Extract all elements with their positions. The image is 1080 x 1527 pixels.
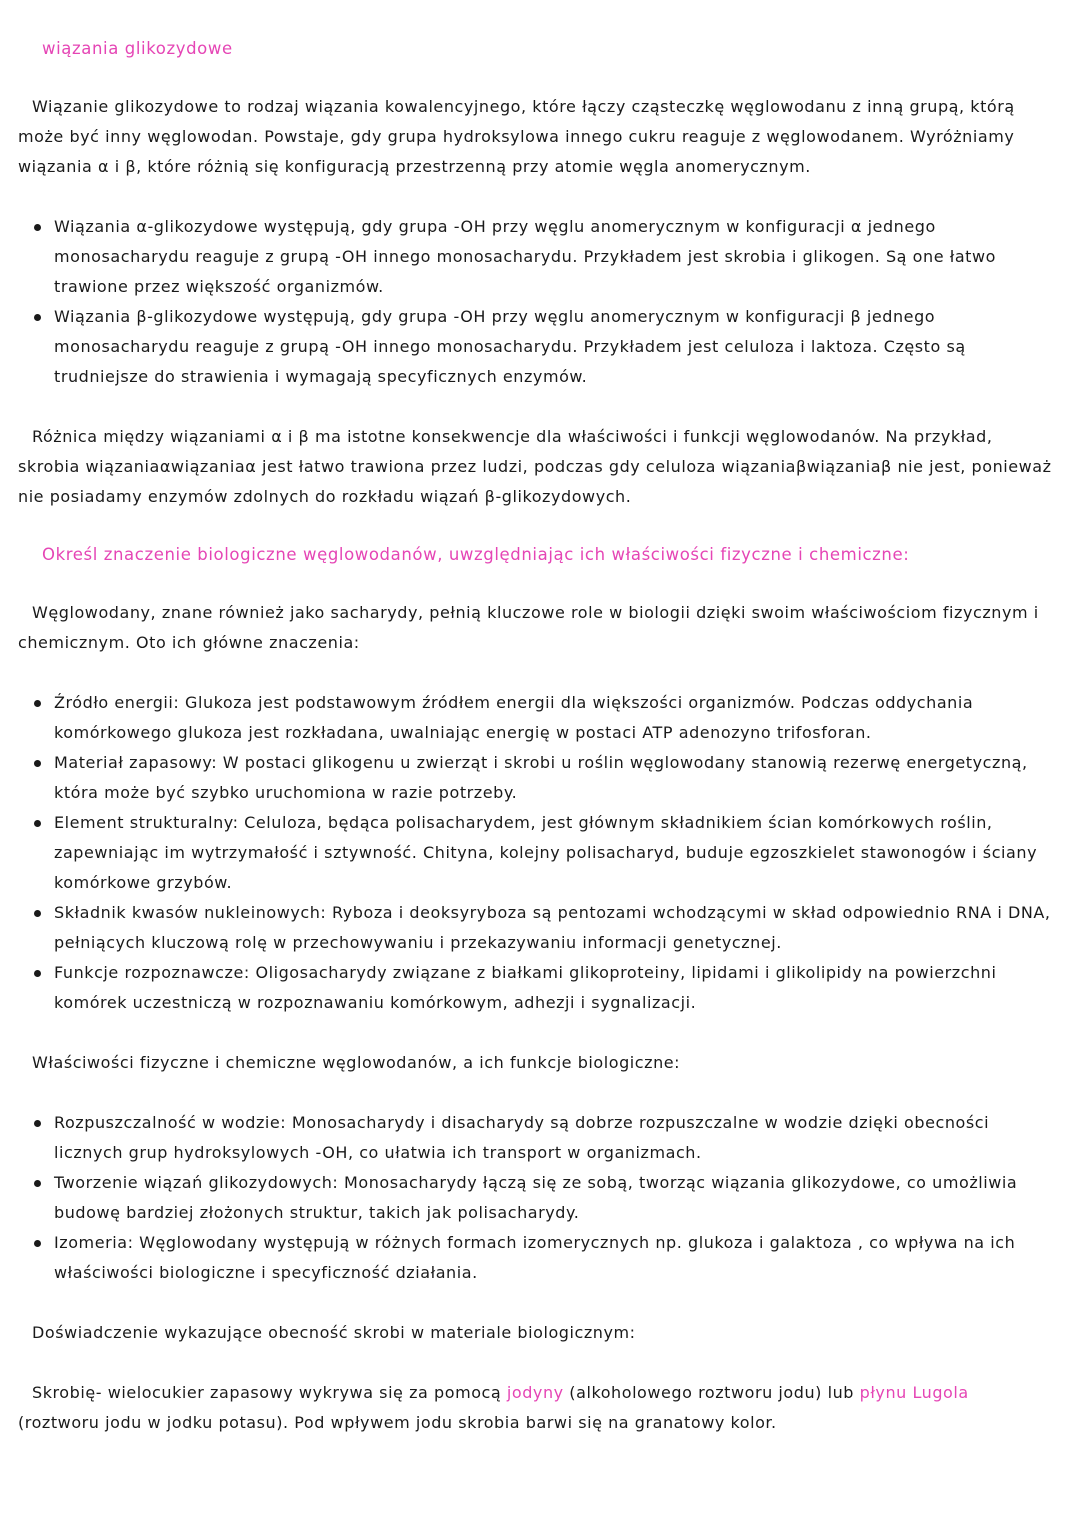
list-item: Element strukturalny: Celuloza, będąca polisacharydem, jest głównym składnikiem ścian komórkowych roślin, zapewniając im wytrzymałość i sztywność. Chityna, kolejny polisacharyd, buduje egzoszkielet stawonogów i ściany komórkowe grzybów. bbox=[54, 808, 1054, 898]
list-item: Składnik kwasów nukleinowych: Ryboza i deoksyryboza są pentozami wchodzącymi w skład odpowiednio RNA i DNA, pełniących kluczową rolę w przechowywaniu i przekazywaniu informacji genetycznej. bbox=[54, 898, 1054, 958]
list-item: Wiązania β-glikozydowe występują, gdy grupa -OH przy węglu anomerycznym w konfiguracji β jednego monosacharydu reaguje z grupą -OH innego monosacharydu. Przykładem jest celuloza i laktoza. Często są trudniejsze do strawienia i wymagają specyficznych enzymów. bbox=[54, 302, 1054, 392]
bullet-icon bbox=[34, 700, 41, 707]
bullet-icon bbox=[34, 910, 41, 917]
experiment-title: Doświadczenie wykazujące obecność skrobi w materiale biologicznym: bbox=[32, 1323, 636, 1342]
bullet-icon bbox=[34, 1180, 41, 1187]
list-item: Źródło energii: Glukoza jest podstawowym źródłem energii dla większości organizmów. Podczas oddychania komórkowego glukoza jest rozkładana, uwalniając energię w postaci ATP adenozyno trifosforan. bbox=[54, 688, 1054, 748]
properties-title: Właściwości fizyczne i chemiczne węglowodanów, a ich funkcje biologiczne: bbox=[32, 1053, 681, 1072]
list-item: Izomeria: Węglowodany występują w różnych formach izomerycznych np. glukoza i galaktoza , co wpływa na ich właściwości biologiczne i specyficzność działania. bbox=[54, 1228, 1054, 1288]
carbohydrates-intro-paragraph: Węglowodany, znane również jako sacharydy, pełnią kluczowe role w biologii dzięki swoim właściwościom fizycznym i chemicznym. Oto ich główne znaczenia: bbox=[18, 603, 1039, 652]
bullet-icon bbox=[34, 760, 41, 767]
bullet-icon bbox=[34, 970, 41, 977]
list-item: Tworzenie wiązań glikozydowych: Monosacharydy łączą się ze sobą, tworząc wiązania glikozydowe, co umożliwia budowę bardziej złożonych struktur, takich jak polisacharydy. bbox=[54, 1168, 1054, 1228]
alpha-beta-difference-paragraph: Różnica między wiązaniami α i β ma istotne konsekwencje dla właściwości i funkcji węglowodanów. Na przykład, skrobia wiązaniaαwiązaniaα jest łatwo trawiona przez ludzi, podczas gdy celuloza wiązaniaβwiązaniaβ nie jest, ponieważ nie posiadamy enzymów zdolnych do rozkładu wiązań β-glikozydowych. bbox=[18, 427, 1052, 506]
bullet-icon bbox=[34, 820, 41, 827]
glycosidic-intro-paragraph: Wiązanie glikozydowe to rodzaj wiązania kowalencyjnego, które łączy cząsteczkę węglowodanu z inną grupą, którą może być inny węglowodan. Powstaje, gdy grupa hydroksylowa innego cukru reaguje z węglowodanem. Wyróżniamy wiązania α i β, które różnią się konfiguracją przestrzenną przy atomie węgla anomerycznym. bbox=[18, 97, 1015, 176]
bullet-icon bbox=[34, 1120, 41, 1127]
section-heading-glycosidic-bonds: wiązania glikozydowe bbox=[42, 39, 233, 58]
list-item: Funkcje rozpoznawcze: Oligosacharydy związane z białkami glikoproteiny, lipidami i glikolipidy na powierzchni komórek uczestniczą w rozpoznawaniu komórkowym, adhezji i sygnalizacji. bbox=[54, 958, 1054, 1018]
section-heading-biological-significance: Określ znaczenie biologiczne węglowodanów, uwzględniając ich właściwości fizyczne i chemiczne: bbox=[42, 545, 910, 564]
bullet-icon bbox=[34, 1240, 41, 1247]
highlight-jodyna: jodyny bbox=[506, 1383, 564, 1402]
experiment-paragraph: Skrobię- wielocukier zapasowy wykrywa się za pomocą jodyny (alkoholowego roztworu jodu) lub płynu Lugola (roztworu jodu w jodku potasu). Pod wpływem jodu skrobia barwi się na granatowy kolor. bbox=[18, 1383, 969, 1432]
bullet-icon bbox=[34, 224, 41, 231]
list-item: Rozpuszczalność w wodzie: Monosacharydy i disacharydy są dobrze rozpuszczalne w wodzie dzięki obecności licznych grup hydroksylowych -OH, co ułatwia ich transport w organizmach. bbox=[54, 1108, 1054, 1168]
highlight-lugol: płynu Lugola bbox=[859, 1383, 969, 1402]
list-item: Wiązania α-glikozydowe występują, gdy grupa -OH przy węglu anomerycznym w konfiguracji α jednego monosacharydu reaguje z grupą -OH innego monosacharydu. Przykładem jest skrobia i glikogen. Są one łatwo trawione przez większość organizmów. bbox=[54, 212, 1054, 302]
biological-roles-list bbox=[18, 688, 1054, 1018]
glycosidic-bond-types-list bbox=[18, 212, 1054, 392]
properties-list bbox=[18, 1108, 1054, 1288]
bullet-icon bbox=[34, 314, 41, 321]
list-item: Materiał zapasowy: W postaci glikogenu u zwierząt i skrobi u roślin węglowodany stanowią rezerwę energetyczną, która może być szybko uruchomiona w razie potrzeby. bbox=[54, 748, 1054, 808]
